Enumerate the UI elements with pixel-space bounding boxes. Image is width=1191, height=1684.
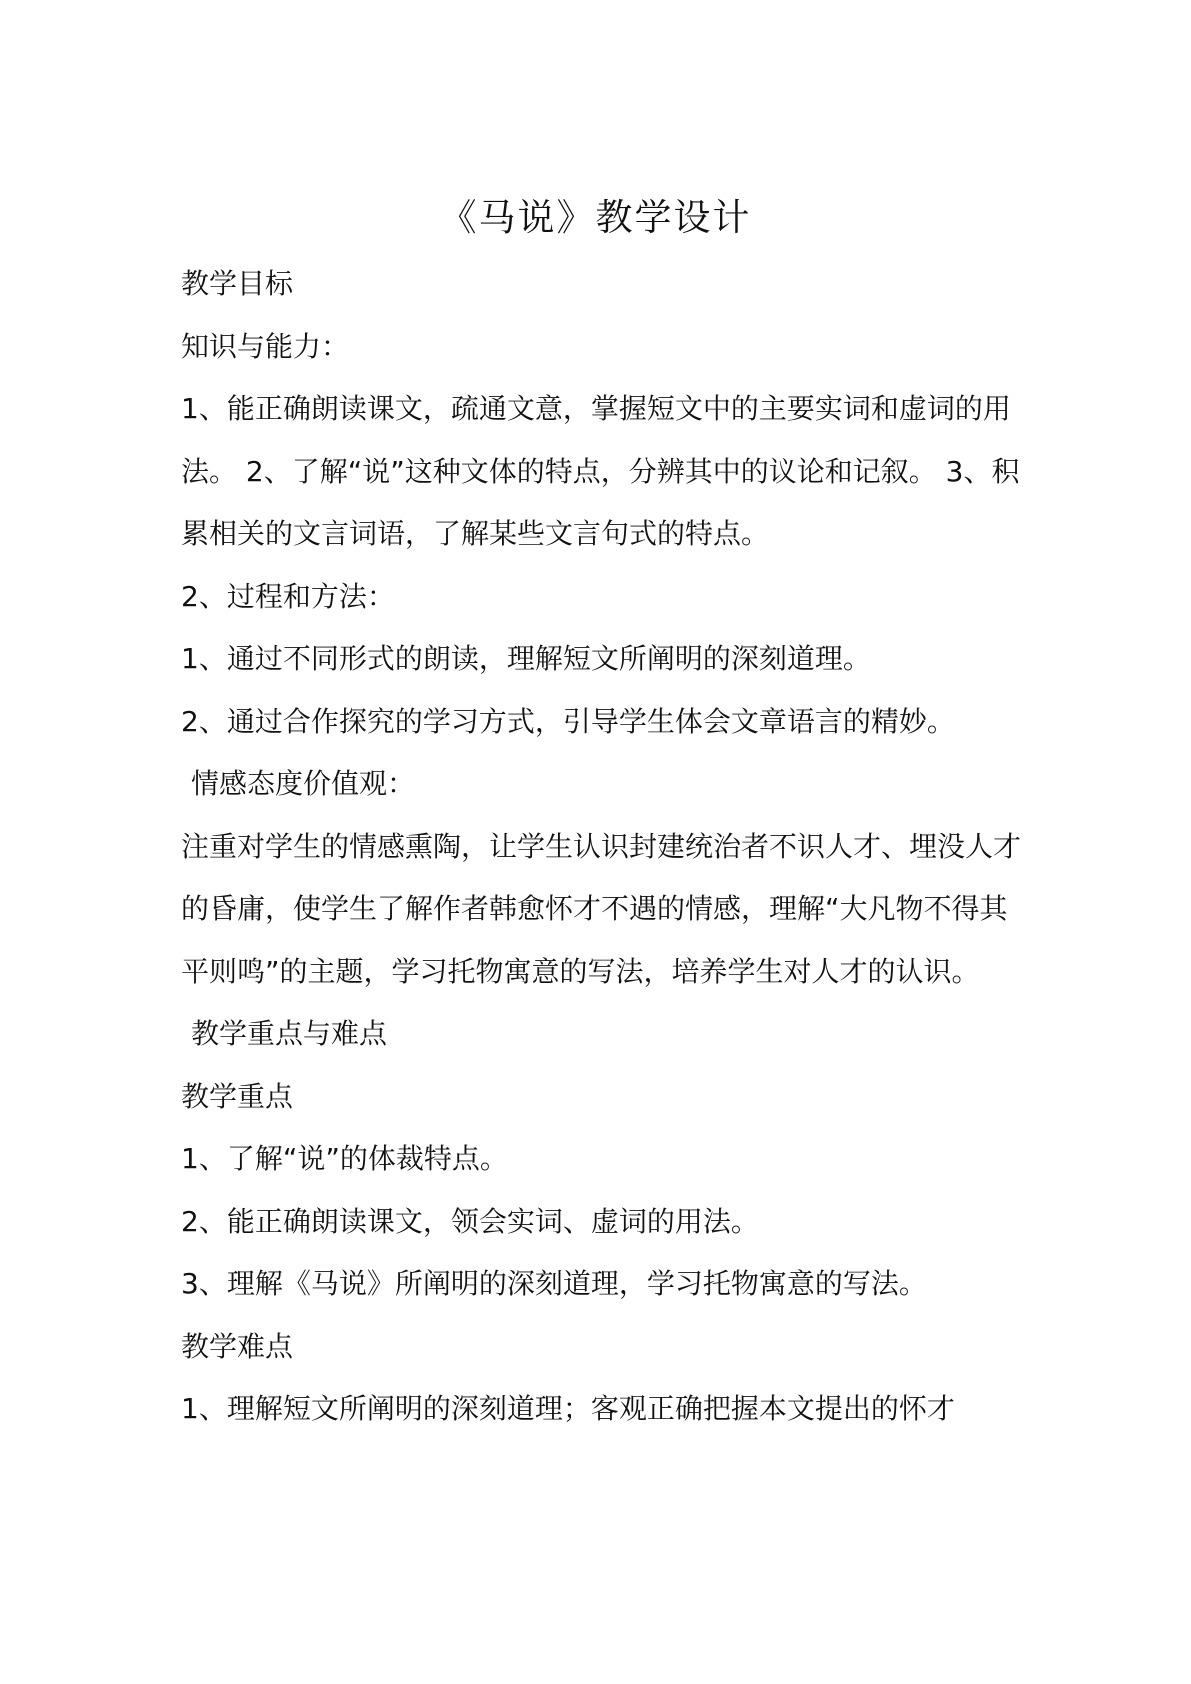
list-item-key-3: 3、理解《马说》所阐明的深刻道理，学习托物寓意的写法。 (181, 1267, 927, 1300)
heading-key-difficult-points: 教学重点与难点 (191, 1017, 388, 1050)
paragraph-emotion-values: 注重对学生的情感熏陶，让学生认识封建统治者不识人才、埋没人才的昏庸，使学生了解作者韩愈怀才不遇的情感，理解“大凡物不得其平则鸣”的主题，学习托物寓意的写法，培养学生对人才的认识。 (181, 829, 1022, 988)
heading-teaching-goals: 教学目标 (181, 267, 294, 300)
paragraph-knowledge-goals: 1、能正确朗读课文，疏通文意，掌握短文中的主要实词和虚词的用法。 2、了解“说”这种文体的特点，分辨其中的议论和记叙。 3、积累相关的文言词语，了解某些文言句式的特点。 (181, 392, 1020, 550)
list-item-difficult-1: 1、理解短文所阐明的深刻道理；客观正确把握本文提出的怀才 (181, 1392, 955, 1425)
document-title: 《马说》教学设计 (439, 196, 752, 239)
subheading-process-method: 2、过程和方法： (181, 579, 395, 613)
list-item-key-1: 1、了解“说”的体裁特点。 (181, 1142, 508, 1175)
list-item-process-1: 1、通过不同形式的朗读，理解短文所阐明的深刻道理。 (181, 642, 871, 675)
subheading-knowledge-ability: 知识与能力： (181, 329, 350, 363)
list-item-process-2: 2、通过合作探究的学习方式，引导学生体会文章语言的精妙。 (181, 704, 955, 738)
subheading-key-points: 教学重点 (181, 1079, 294, 1113)
subheading-emotion-values: 情感态度价值观： (191, 767, 416, 800)
list-item-key-2: 2、能正确朗读课文，领会实词、虚词的用法。 (181, 1204, 759, 1238)
subheading-difficult-points: 教学难点 (181, 1329, 294, 1363)
document-body (181, 253, 1021, 1441)
